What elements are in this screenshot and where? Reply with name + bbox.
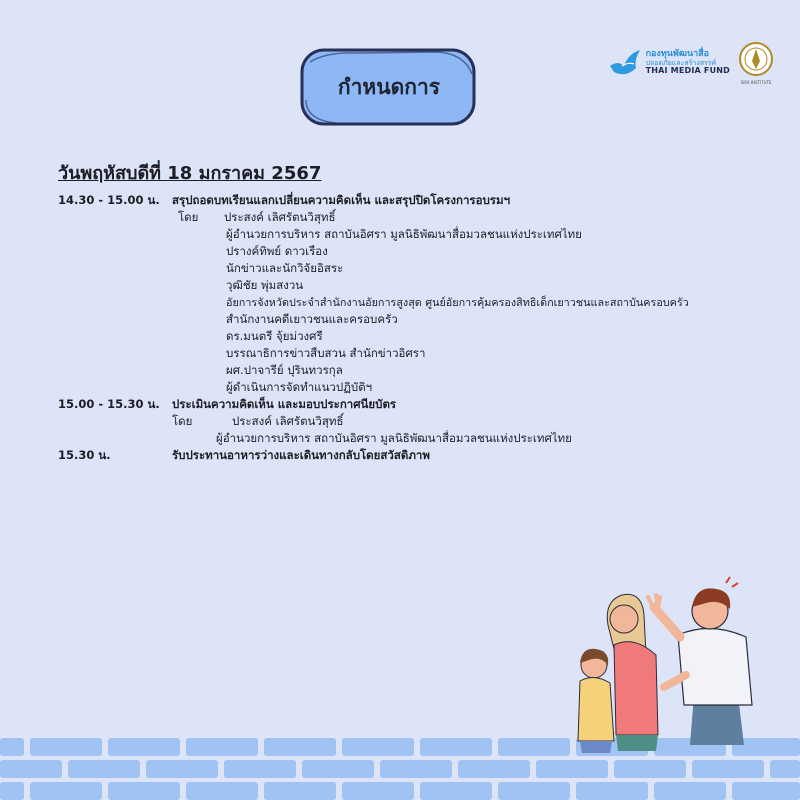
item-2-by: โดย: [172, 414, 193, 428]
item-1-by: โดย: [178, 210, 199, 224]
title-box: [296, 44, 482, 130]
seal-icon: [738, 41, 774, 81]
item-1-name: ประสงค์ เลิศรัตนวิสุทธิ์: [224, 210, 336, 224]
logos: [608, 36, 774, 90]
detail-line: อัยการจังหวัดประจำสำนักงานอัยการสูงสุด ศูนย์อัยการคุ้มครองสิทธิเด็กเยาวชนและสถาบันครอบครัว: [226, 296, 689, 309]
detail-line: นักข่าวและนักวิจัยอิสระ: [226, 261, 344, 275]
date-heading: วันพฤหัสบดีที่ 18 มกราคม 2567: [58, 163, 322, 184]
item-1-title: สรุปถอดบทเรียนแลกเปลี่ยนความคิดเห็น และสรุปปิดโครงการอบรมฯ: [172, 193, 511, 207]
detail-line: ผศ.ปาจารีย์ ปุรินทวรกุล: [226, 363, 343, 377]
tmf-english: THAI MEDIA FUND: [645, 66, 730, 76]
item-2-title: ประเมินความคิดเห็น และมอบประกาศนียบัตร: [172, 397, 397, 411]
item-1-line: [58, 277, 778, 294]
item-1-line: [58, 294, 778, 311]
page-title: กำหนดการ: [337, 74, 441, 99]
girl-figure: [578, 649, 614, 753]
item-1-line: [58, 362, 778, 379]
detail-line: สำนักงานคดีเยาวชนและครอบครัว: [226, 312, 398, 326]
item-1-line: [58, 260, 778, 277]
isra-institute-logo: [738, 41, 774, 85]
family-illustration: [560, 560, 760, 760]
detail-line: บรรณาธิการข่าวสืบสวน สำนักข่าวอิศรา: [226, 346, 426, 360]
man-figure: [648, 577, 752, 745]
item-1-line: [58, 328, 778, 345]
item-1-time: 14.30 - 15.00 น.: [58, 193, 160, 207]
item-1-line: [58, 345, 778, 362]
item-2-line: [58, 430, 778, 447]
item-3-title: รับประทานอาหารว่างและเดินทางกลับโดยสวัสดิภาพ: [172, 448, 430, 462]
detail-line: ดร.มนตรี จุ้ยม่วงศรี: [226, 329, 323, 343]
thai-media-fund-logo: [608, 46, 730, 80]
detail-line: ผู้อำนวยการบริหาร สถาบันอิศรา มูลนิธิพัฒนาสื่อมวลชนแห่งประเทศไทย: [216, 431, 572, 445]
woman-figure: [607, 594, 658, 751]
schedule-item-3-header: [58, 447, 778, 464]
institute-label: ISRA INSTITUTE: [740, 79, 772, 85]
detail-line: วุฒิชัย พุ่มสงวน: [226, 278, 304, 292]
detail-line: ปรางค์ทิพย์ ดาวเรือง: [226, 244, 328, 258]
bird-icon: [608, 46, 642, 80]
item-3-time: 15.30 น.: [58, 448, 111, 462]
schedule-item-1-header: [58, 192, 778, 209]
item-1-line: [58, 311, 778, 328]
tmf-line1: กองทุนพัฒนาสื่อ: [645, 49, 710, 60]
schedule: [58, 192, 778, 464]
item-2-time: 15.00 - 15.30 น.: [58, 397, 160, 411]
tmf-line2: ปลอดภัยและสร้างสรรค์: [645, 58, 717, 67]
item-2-name: ประสงค์ เลิศรัตนวิสุทธิ์: [232, 414, 344, 428]
item-1-line: [58, 379, 778, 396]
detail-line: ผู้ดำเนินการจัดทำแนวปฏิบัติฯ: [226, 380, 373, 394]
item-2-speaker: [58, 413, 778, 430]
item-1-line: [58, 243, 778, 260]
schedule-item-2-header: [58, 396, 778, 413]
item-1-speaker: [58, 209, 778, 226]
item-1-line: [58, 226, 778, 243]
detail-line: ผู้อำนวยการบริหาร สถาบันอิศรา มูลนิธิพัฒนาสื่อมวลชนแห่งประเทศไทย: [226, 227, 582, 241]
